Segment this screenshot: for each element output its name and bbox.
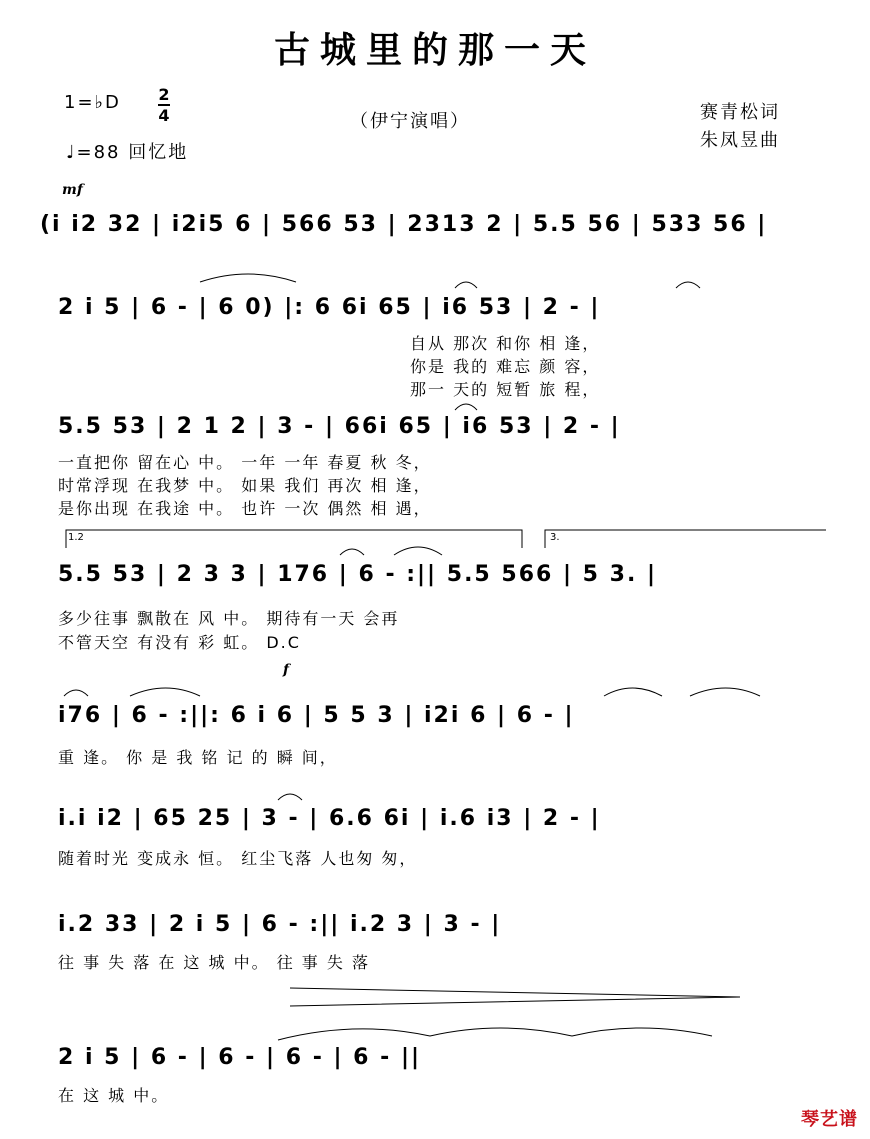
lyric-verse-2: 时常浮现 在我梦 中。 如果 我们 再次 相 逢， (58, 476, 432, 495)
dynamic-f: f (283, 662, 290, 678)
notes-line: (i i2 32 | i2i5 6 | 566 53 | 2313 2 | 5.5 56 | 533 56 | (40, 212, 768, 237)
notes-line: i.2 33 | 2 i 5 | 6 - :|| i.2 3 | 3 - | (58, 912, 502, 937)
lyric-line: 在 这 城 中。 (58, 1086, 170, 1105)
volta-bracket-3 (545, 530, 826, 548)
lyric-line: 随着时光 变成永 恒。 红尘飞落 人也匆 匆， (58, 849, 418, 868)
lyric-line: 重 逢。 你 是 我 铭 记 的 瞬 间， (58, 748, 338, 767)
key-signature: 1=♭D (64, 92, 121, 113)
tie-arc (278, 794, 302, 800)
tie-arc (64, 690, 88, 696)
tie-arc (340, 549, 364, 555)
notes-line: 5.5 53 | 2 3 3 | 176 | 6 - :|| 5.5 566 | 5 3. | (58, 562, 657, 587)
volta-1-2-label: 1.2 (68, 532, 84, 543)
lyric-line: 往 事 失 落 在 这 城 中。 往 事 失 落 (58, 953, 370, 972)
volta-3-label: 3. (550, 532, 560, 543)
crescendo-hairpin (290, 988, 740, 1006)
notes-line: 5.5 53 | 2 1 2 | 3 - | 66i 65 | i6 53 | 2 - | (58, 414, 621, 439)
lyric-verse-3: 是你出现 在我途 中。 也许 一次 偶然 相 遇， (58, 499, 432, 518)
tie-arc (604, 688, 662, 696)
tempo-marking: ♩=88 回忆地 (66, 142, 189, 163)
lyric-verse-1: 多少往事 飘散在 风 中。 期待有一天 会再 (58, 609, 400, 628)
volta-bracket-1-2 (66, 530, 522, 548)
lyric-verse-1: 自从 那次 和你 相 逢， (410, 334, 601, 353)
notes-line: 2 i 5 | 6 - | 6 0) |: 6 6i 65 | i6 53 | 2 - | (58, 295, 601, 320)
song-title: 古城里的那一天 (273, 30, 596, 71)
tie-arc (676, 282, 700, 288)
tie-arc (394, 547, 442, 555)
tie-arc (455, 404, 477, 410)
notes-line: i76 | 6 - :||: 6 i 6 | 5 5 3 | i2i 6 | 6 - | (58, 703, 575, 728)
lyric-verse-3: 那一 天的 短暂 旅 程， (410, 380, 601, 399)
tie-arc (278, 1028, 712, 1040)
time-signature-bottom: 4 (158, 106, 170, 125)
performer-credit: （伊宁演唱） (350, 111, 470, 132)
notes-line: 2 i 5 | 6 - | 6 - | 6 - | 6 - || (58, 1045, 422, 1070)
tie-arc (690, 688, 760, 696)
time-signature-top: 2 (158, 85, 170, 104)
lyric-verse-2: 你是 我的 难忘 颜 容， (410, 357, 601, 376)
tie-arc (455, 282, 477, 288)
notes-line: i.i i2 | 65 25 | 3 - | 6.6 6i | i.6 i3 | 2 - | (58, 806, 601, 831)
lyric-verse-1: 一直把你 留在心 中。 一年 一年 春夏 秋 冬， (58, 453, 432, 472)
tie-arc (130, 688, 200, 696)
dynamic-mf: mf (62, 182, 83, 198)
composer-credit: 朱凤昱曲 (700, 130, 780, 151)
tie-arc (200, 274, 296, 282)
lyricist-credit: 赛青松词 (700, 102, 780, 123)
lyric-verse-2: 不管天空 有没有 彩 虹。 D.C (58, 633, 301, 652)
watermark-logo: 琴艺谱 (801, 1109, 858, 1130)
